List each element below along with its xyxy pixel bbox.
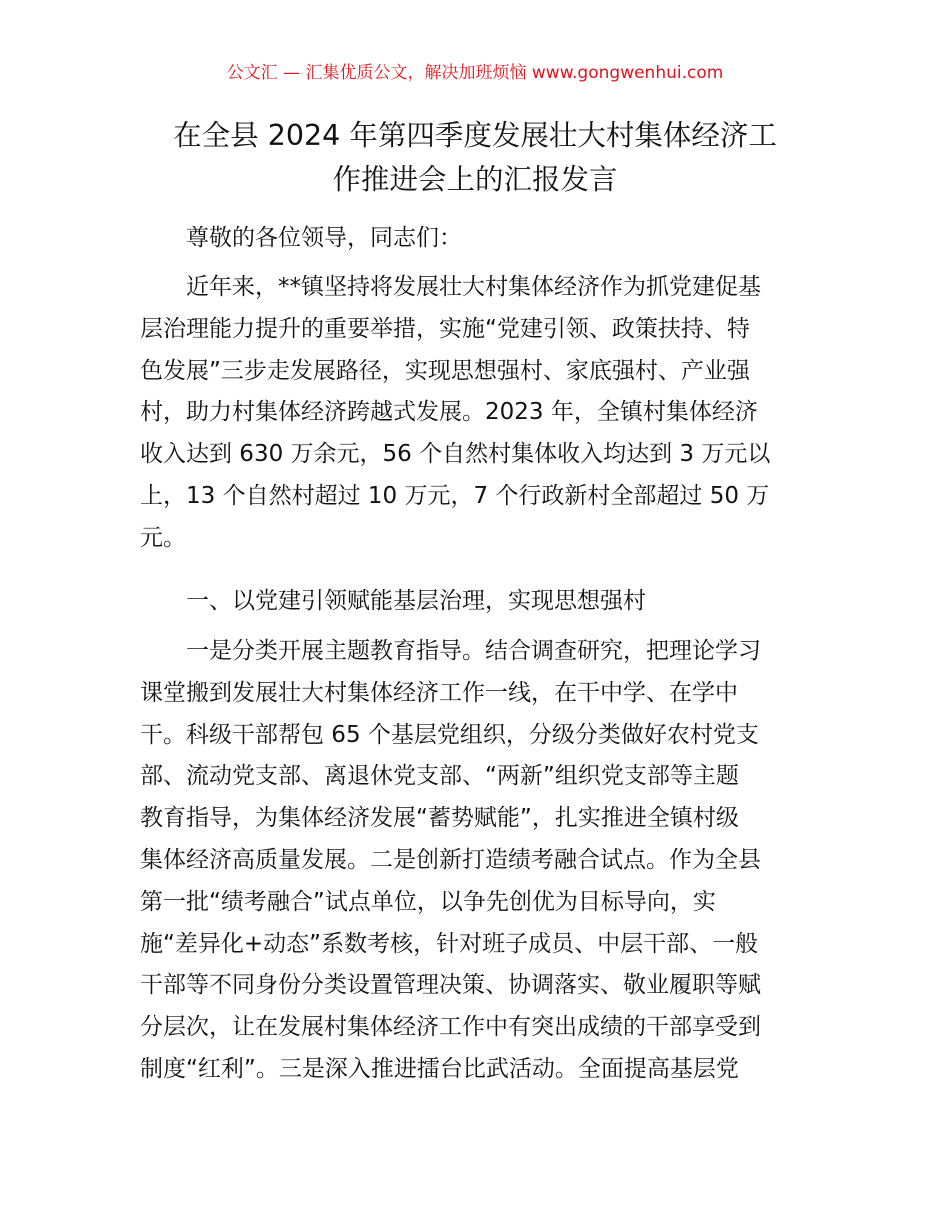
text-line: 干部等不同身份分类设置管理决策、协调落实、敬业履职等赋 [140, 972, 761, 999]
text-line: 施“差异化+动态”系数考核，针对班子成员、中层干部、一般 [140, 930, 759, 957]
paragraph-section-1 [140, 631, 810, 1091]
text-line: 层治理能力提升的重要举措，实施“党建引领、政策扶持、特 [140, 315, 750, 342]
text-line: 干。科级干部帮包 65 个基层党组织，分级分类做好农村党支 [140, 721, 759, 748]
page-title [140, 114, 810, 202]
title-line: 在全县 2024 年第四季度发展壮大村集体经济工 [173, 119, 777, 152]
text-line: 村，助力村集体经济跨越式发展。2023 年，全镇村集体经济 [140, 399, 758, 426]
text-line: 教育指导，为集体经济发展“蓄势赋能”，扎实推进全镇村级 [140, 805, 739, 832]
text-line: 近年来，**镇坚持将发展壮大村集体经济作为抓党建促基 [186, 274, 761, 300]
section-heading [140, 581, 810, 623]
section-heading-text: 一、以党建引领赋能基层治理，实现思想强村 [186, 588, 646, 614]
text-line: 一是分类开展主题教育指导。结合调查研究，把理论学习 [186, 638, 761, 664]
paragraph-intro [140, 267, 810, 560]
text-line: 上，13 个自然村超过 10 万元，7 个行政新村全部超过 50 万 [140, 482, 770, 509]
text-line: 元。 [140, 524, 186, 551]
text-line: 制度“红利”。三是深入推进擂台比武活动。全面提高基层党 [140, 1055, 739, 1082]
text-line: 课堂搬到发展壮大村集体经济工作一线，在干中学、在学中 [140, 679, 738, 706]
text-line: 色发展”三步走发展路径，实现思想强村、家底强村、产业强 [140, 357, 750, 384]
salutation-text: 尊敬的各位领导，同志们： [186, 225, 462, 251]
text-line: 部、流动党支部、离退休党支部、“两新”组织党支部等主题 [140, 763, 739, 790]
text-line: 集体经济高质量发展。二是创新打造绩考融合试点。作为全县 [140, 846, 761, 873]
text-line: 分层次，让在发展村集体经济工作中有突出成绩的干部享受到 [140, 1014, 761, 1041]
title-line: 作推进会上的汇报发言 [332, 163, 618, 196]
site-banner: 公文汇 — 汇集优质公文，解决加班烦恼 www.gongwenhui.com [226, 63, 724, 83]
text-line: 第一批“绩考融合”试点单位，以争先创优为目标导向，实 [140, 888, 716, 915]
text-line: 收入达到 630 万余元，56 个自然村集体收入均达到 3 万元以 [140, 441, 771, 468]
salutation [140, 218, 810, 260]
